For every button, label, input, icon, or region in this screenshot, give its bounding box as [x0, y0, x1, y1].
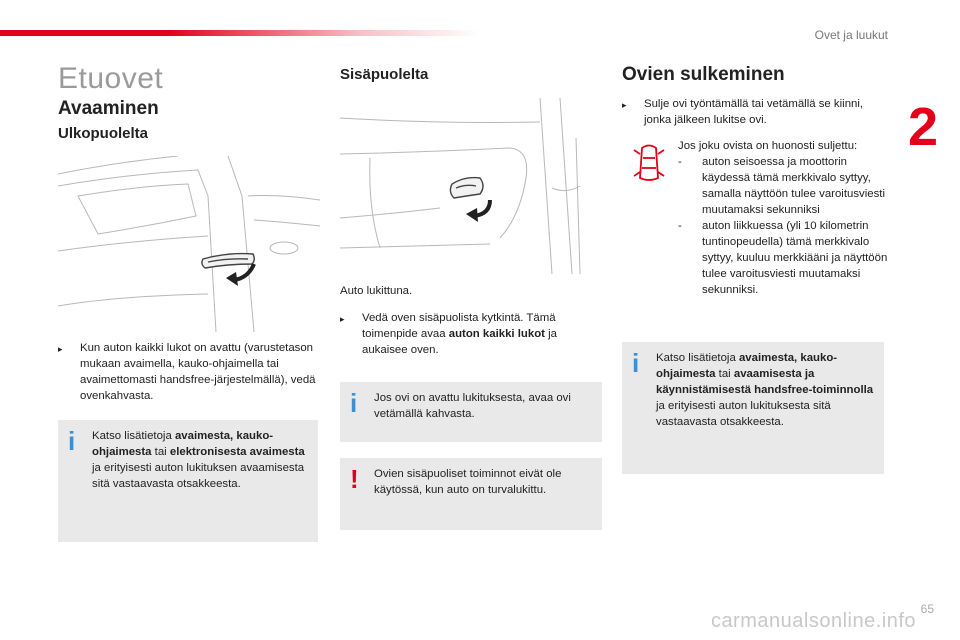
- exterior-door-handle-illustration: [58, 156, 320, 332]
- top-accent-bar: [0, 30, 480, 36]
- triangle-bullet-icon: ▸: [340, 314, 345, 324]
- outside-instruction-text: Kun auton kaikki lukot on avattu (varustetason mukaan avaimella, kauko-ohjaimella tai avaimettomasti handsfree-järjestelmällä), vedä ovenkahvasta.: [80, 342, 316, 402]
- info-box-outside-text: Katso lisätietoja avaimesta, kauko-ohjaimesta tai elektronisesta avaimesta ja erityisesti auton lukituksen avaamisesta sitä vastaavasta otsakkeesta.: [92, 430, 305, 490]
- info-icon: i: [350, 388, 358, 418]
- heading-closing: Ovien sulkeminen: [622, 64, 785, 85]
- heading-inside: Sisäpuolelta: [340, 66, 429, 83]
- info-icon: i: [68, 426, 76, 456]
- closing-instruction-text: Sulje ovi työntämällä tai vetämällä se kiinni, jonka jälkeen lukitse ovi.: [644, 98, 864, 126]
- section-header: Ovet ja luukut: [814, 28, 888, 42]
- heading-opening: Avaaminen: [58, 98, 159, 119]
- interior-door-handle-illustration: [340, 98, 602, 274]
- warning-icon: !: [350, 464, 359, 494]
- watermark: carmanualsonline.info: [710, 610, 916, 632]
- alert-item: - auton liikkuessa (yli 10 kilometrin tuntinopeudella) tämä merkkivalo syttyy, kuuluu merkkiääni ja näyttöön tulee varoitusviesti muutamaksi sekunniksi.: [678, 220, 888, 296]
- info-icon: i: [632, 348, 640, 378]
- page-title: Etuovet: [58, 62, 164, 95]
- inside-instruction-text: Vedä oven sisäpuolista kytkintä. Tämä toimenpide avaa auton kaikki lukot ja aukaisee oven.: [362, 312, 558, 356]
- inside-instruction: [340, 310, 602, 358]
- heading-outside: Ulkopuolelta: [58, 125, 149, 142]
- chapter-number: 2: [907, 97, 938, 157]
- warning-box-inside: [340, 458, 602, 530]
- alert-intro: Jos joku ovista on huonosti suljettu:: [678, 140, 858, 152]
- triangle-bullet-icon: ▸: [58, 344, 63, 354]
- door-alert-text: [678, 138, 888, 298]
- info-box-closing: [622, 342, 884, 474]
- alert-item: - auton seisoessa ja moottorin käydessä tämä merkkivalo syttyy, samalla näyttöön tulee varoitusviesti muutamaksi sekunniksi: [678, 156, 885, 216]
- warning-box-inside-text: Ovien sisäpuoliset toiminnot eivät ole käytössä, kun auto on turvalukittu.: [374, 468, 562, 496]
- outside-instruction: [58, 340, 320, 404]
- page-number: 65: [920, 602, 934, 616]
- inside-locked-text: Auto lukittuna.: [340, 285, 413, 297]
- info-box-inside-text: Jos ovi on avattu lukituksesta, avaa ovi vetämällä kahvasta.: [374, 392, 571, 420]
- door-open-alert-icon: [632, 142, 666, 184]
- info-box-inside: [340, 382, 602, 442]
- triangle-bullet-icon: ▸: [622, 100, 627, 110]
- info-box-closing-text: Katso lisätietoja avaimesta, kauko-ohjaimesta tai avaamisesta ja käynnistämisestä handsfree-toiminnolla ja erityisesti auton lukituksesta sitä vastaavasta otsakkeesta.: [656, 352, 874, 428]
- info-box-outside: [58, 420, 318, 542]
- closing-instruction: [622, 96, 884, 128]
